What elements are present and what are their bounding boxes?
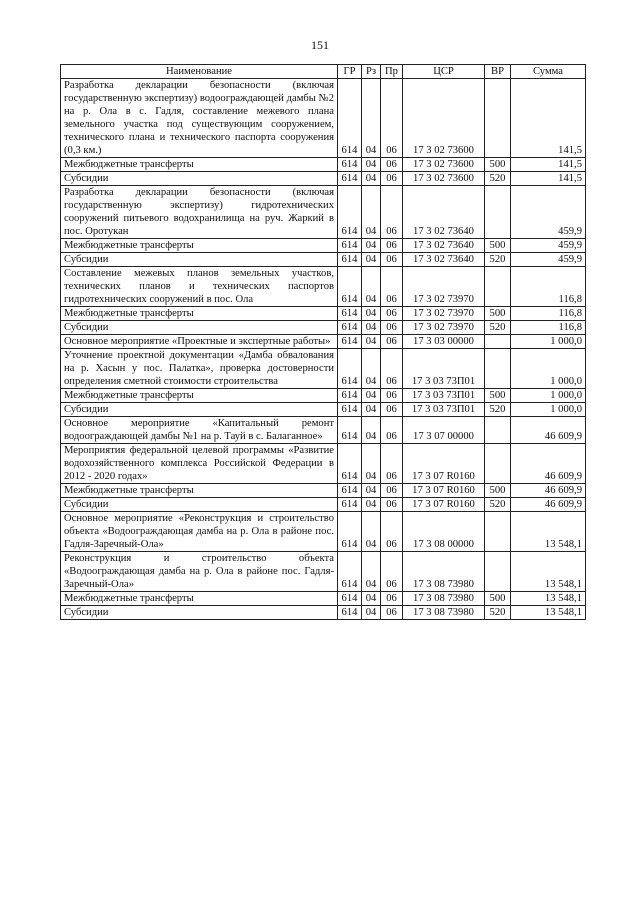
table-row	[61, 512, 586, 552]
cell-rz: 04	[362, 606, 381, 620]
cell-sum: 13 548,1	[511, 552, 586, 592]
cell-sum: 1 000,0	[511, 389, 586, 403]
table-row	[61, 349, 586, 389]
cell-gr: 614	[338, 79, 362, 158]
cell-vr: 500	[485, 389, 511, 403]
cell-gr: 614	[338, 403, 362, 417]
cell-pr: 06	[381, 498, 403, 512]
cell-gr: 614	[338, 172, 362, 186]
cell-vr	[485, 335, 511, 349]
cell-csr: 17 3 02 73640	[403, 253, 485, 267]
cell-pr: 06	[381, 389, 403, 403]
cell-sum: 13 548,1	[511, 606, 586, 620]
cell-sum: 1 000,0	[511, 403, 586, 417]
cell-gr: 614	[338, 307, 362, 321]
cell-gr: 614	[338, 321, 362, 335]
cell-rz: 04	[362, 417, 381, 444]
cell-rz: 04	[362, 484, 381, 498]
header-csr: ЦСР	[403, 65, 485, 79]
cell-name: Разработка декларации безопасности (включая государственную экспертизу) гидротехнических сооружений питьевого водохранилища на руч. Жаркий в пос. Оротукан	[61, 186, 338, 239]
cell-rz: 04	[362, 512, 381, 552]
cell-pr: 06	[381, 307, 403, 321]
cell-rz: 04	[362, 186, 381, 239]
cell-name: Межбюджетные трансферты	[61, 158, 338, 172]
cell-pr: 06	[381, 335, 403, 349]
cell-name: Межбюджетные трансферты	[61, 389, 338, 403]
cell-sum: 46 609,9	[511, 498, 586, 512]
cell-name: Основное мероприятие «Капитальный ремонт водоограждающей дамбы №1 на р. Тауй в с. Балаганное»	[61, 417, 338, 444]
cell-sum: 1 000,0	[511, 349, 586, 389]
cell-sum: 141,5	[511, 158, 586, 172]
cell-vr: 520	[485, 498, 511, 512]
table-row	[61, 335, 586, 349]
table-row	[61, 321, 586, 335]
cell-sum: 1 000,0	[511, 335, 586, 349]
cell-vr: 500	[485, 239, 511, 253]
cell-rz: 04	[362, 498, 381, 512]
cell-name: Субсидии	[61, 172, 338, 186]
cell-sum: 459,9	[511, 186, 586, 239]
table-row	[61, 253, 586, 267]
cell-gr: 614	[338, 592, 362, 606]
cell-name: Составление межевых планов земельных участков, технических планов и технических паспортов гидротехнических сооружений в пос. Ола	[61, 267, 338, 307]
table-row	[61, 186, 586, 239]
table-row	[61, 444, 586, 484]
cell-sum: 46 609,9	[511, 444, 586, 484]
cell-gr: 614	[338, 389, 362, 403]
cell-rz: 04	[362, 552, 381, 592]
cell-pr: 06	[381, 239, 403, 253]
cell-csr: 17 3 02 73600	[403, 79, 485, 158]
cell-sum: 13 548,1	[511, 592, 586, 606]
cell-name: Основное мероприятие «Реконструкция и строительство объекта «Водоограждающая дамба на р. Ола в районе пос. Гадля-Заречный-Ола»	[61, 512, 338, 552]
cell-gr: 614	[338, 253, 362, 267]
cell-vr: 500	[485, 484, 511, 498]
cell-pr: 06	[381, 606, 403, 620]
cell-csr: 17 3 07 R0160	[403, 484, 485, 498]
cell-pr: 06	[381, 417, 403, 444]
cell-gr: 614	[338, 512, 362, 552]
cell-sum: 141,5	[511, 79, 586, 158]
table-row	[61, 389, 586, 403]
cell-vr	[485, 552, 511, 592]
cell-vr: 500	[485, 592, 511, 606]
cell-gr: 614	[338, 417, 362, 444]
cell-vr	[485, 444, 511, 484]
cell-pr: 06	[381, 592, 403, 606]
cell-vr	[485, 267, 511, 307]
cell-sum: 116,8	[511, 267, 586, 307]
cell-name: Субсидии	[61, 253, 338, 267]
cell-pr: 06	[381, 267, 403, 307]
cell-rz: 04	[362, 389, 381, 403]
cell-csr: 17 3 02 73970	[403, 267, 485, 307]
cell-vr: 520	[485, 321, 511, 335]
cell-rz: 04	[362, 253, 381, 267]
cell-name: Межбюджетные трансферты	[61, 307, 338, 321]
cell-rz: 04	[362, 239, 381, 253]
cell-vr: 500	[485, 307, 511, 321]
table-row	[61, 592, 586, 606]
cell-csr: 17 3 03 73П01	[403, 389, 485, 403]
table-row	[61, 417, 586, 444]
cell-csr: 17 3 03 73П01	[403, 349, 485, 389]
header-vr: ВР	[485, 65, 511, 79]
table-row	[61, 239, 586, 253]
cell-csr: 17 3 02 73970	[403, 307, 485, 321]
cell-name: Реконструкция и строительство объекта «Водоограждающая дамба на р. Ола в районе пос. Гадля-Заречный-Ола»	[61, 552, 338, 592]
cell-vr: 520	[485, 403, 511, 417]
cell-gr: 614	[338, 349, 362, 389]
header-rz: Рз	[362, 65, 381, 79]
cell-name: Субсидии	[61, 403, 338, 417]
cell-gr: 614	[338, 239, 362, 253]
cell-gr: 614	[338, 444, 362, 484]
cell-sum: 116,8	[511, 321, 586, 335]
cell-sum: 13 548,1	[511, 512, 586, 552]
cell-vr	[485, 79, 511, 158]
cell-gr: 614	[338, 498, 362, 512]
cell-vr	[485, 349, 511, 389]
cell-pr: 06	[381, 158, 403, 172]
cell-pr: 06	[381, 172, 403, 186]
budget-table	[60, 64, 586, 620]
cell-csr: 17 3 07 R0160	[403, 444, 485, 484]
table-row	[61, 606, 586, 620]
cell-pr: 06	[381, 349, 403, 389]
cell-gr: 614	[338, 158, 362, 172]
table-row	[61, 158, 586, 172]
cell-pr: 06	[381, 403, 403, 417]
cell-gr: 614	[338, 335, 362, 349]
cell-csr: 17 3 02 73640	[403, 186, 485, 239]
cell-vr	[485, 186, 511, 239]
table-row	[61, 172, 586, 186]
cell-pr: 06	[381, 512, 403, 552]
table-row	[61, 307, 586, 321]
cell-name: Основное мероприятие «Проектные и экспертные работы»	[61, 335, 338, 349]
cell-rz: 04	[362, 444, 381, 484]
table-row	[61, 484, 586, 498]
cell-csr: 17 3 02 73970	[403, 321, 485, 335]
cell-sum: 459,9	[511, 253, 586, 267]
cell-csr: 17 3 03 73П01	[403, 403, 485, 417]
header-name: Наименование	[61, 65, 338, 79]
cell-pr: 06	[381, 484, 403, 498]
cell-name: Межбюджетные трансферты	[61, 239, 338, 253]
cell-csr: 17 3 02 73640	[403, 239, 485, 253]
cell-gr: 614	[338, 552, 362, 592]
cell-name: Субсидии	[61, 321, 338, 335]
cell-rz: 04	[362, 79, 381, 158]
cell-vr	[485, 417, 511, 444]
cell-pr: 06	[381, 186, 403, 239]
cell-name: Субсидии	[61, 498, 338, 512]
table-row	[61, 498, 586, 512]
cell-csr: 17 3 02 73600	[403, 158, 485, 172]
cell-sum: 459,9	[511, 239, 586, 253]
cell-csr: 17 3 08 73980	[403, 606, 485, 620]
cell-rz: 04	[362, 172, 381, 186]
cell-name: Разработка декларации безопасности (включая государственную экспертизу) водоограждающей дамбы №2 на р. Ола в с. Гадля, составление межевого плана земельного участка под существующим сооружением, технического плана и технического паспорта сооружения (0,3 км.)	[61, 79, 338, 158]
cell-vr	[485, 512, 511, 552]
table-row	[61, 403, 586, 417]
cell-csr: 17 3 07 00000	[403, 417, 485, 444]
cell-name: Мероприятия федеральной целевой программы «Развитие водохозяйственного комплекса Российской Федерации в 2012 - 2020 годах»	[61, 444, 338, 484]
header-sum: Сумма	[511, 65, 586, 79]
cell-rz: 04	[362, 158, 381, 172]
cell-csr: 17 3 08 00000	[403, 512, 485, 552]
cell-name: Субсидии	[61, 606, 338, 620]
cell-sum: 116,8	[511, 307, 586, 321]
cell-rz: 04	[362, 307, 381, 321]
cell-gr: 614	[338, 267, 362, 307]
cell-csr: 17 3 08 73980	[403, 592, 485, 606]
cell-rz: 04	[362, 267, 381, 307]
cell-pr: 06	[381, 552, 403, 592]
cell-name: Межбюджетные трансферты	[61, 592, 338, 606]
cell-csr: 17 3 03 00000	[403, 335, 485, 349]
cell-rz: 04	[362, 403, 381, 417]
cell-rz: 04	[362, 592, 381, 606]
header-pr: Пр	[381, 65, 403, 79]
cell-csr: 17 3 08 73980	[403, 552, 485, 592]
cell-sum: 46 609,9	[511, 484, 586, 498]
cell-pr: 06	[381, 444, 403, 484]
cell-name: Межбюджетные трансферты	[61, 484, 338, 498]
cell-vr: 520	[485, 606, 511, 620]
cell-sum: 141,5	[511, 172, 586, 186]
table-body	[61, 79, 586, 620]
cell-vr: 520	[485, 172, 511, 186]
table-row	[61, 267, 586, 307]
cell-name: Уточнение проектной документации «Дамба обвалования на р. Хасын у пос. Палатка», проверка достоверности определения сметной стоимости строительства	[61, 349, 338, 389]
cell-csr: 17 3 02 73600	[403, 172, 485, 186]
cell-csr: 17 3 07 R0160	[403, 498, 485, 512]
table-row	[61, 79, 586, 158]
cell-pr: 06	[381, 253, 403, 267]
page-number: 151	[311, 38, 329, 52]
cell-rz: 04	[362, 321, 381, 335]
header-gr: ГР	[338, 65, 362, 79]
table-row	[61, 552, 586, 592]
cell-gr: 614	[338, 484, 362, 498]
cell-rz: 04	[362, 349, 381, 389]
cell-sum: 46 609,9	[511, 417, 586, 444]
cell-pr: 06	[381, 79, 403, 158]
table-header-row	[61, 65, 586, 79]
cell-vr: 520	[485, 253, 511, 267]
cell-vr: 500	[485, 158, 511, 172]
cell-gr: 614	[338, 606, 362, 620]
cell-pr: 06	[381, 321, 403, 335]
cell-gr: 614	[338, 186, 362, 239]
cell-rz: 04	[362, 335, 381, 349]
